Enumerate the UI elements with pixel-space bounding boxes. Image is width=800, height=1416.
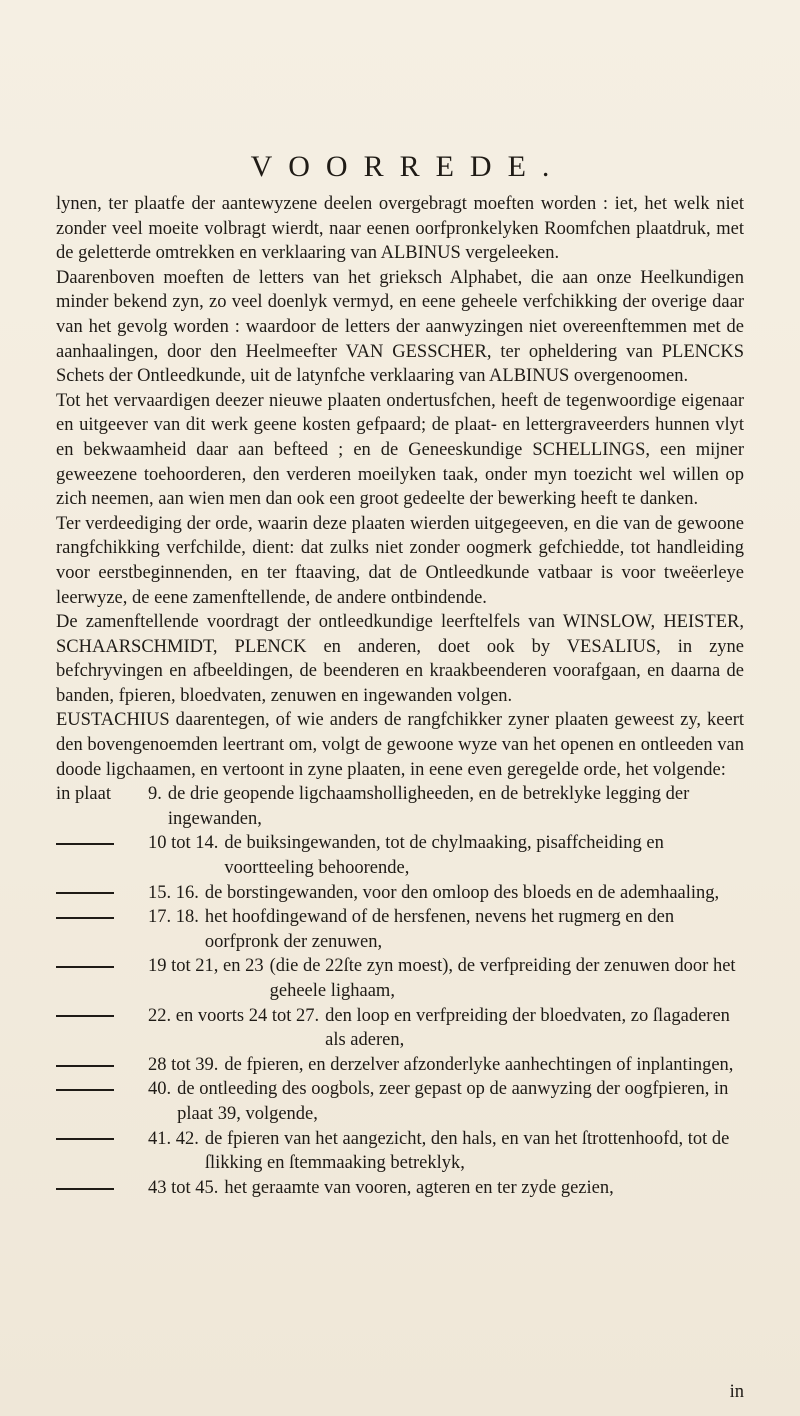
plate-number: 15. 16. xyxy=(148,882,199,903)
paragraph-5: De zamenftellende voordragt der ontleedkundige leerftelfels van WINSLOW, HEISTER, SCHAARSCHMIDT, PLENCK en anderen, doet ook by VESALIUS, in zyne befchryvingen en afbeeldingen, de beenderen en kraakbeenderen voorafgaan, en daarna de banden, fpieren, bloedvaten, zenuwen en ingewanden volgen. xyxy=(56,612,744,706)
plate-list xyxy=(56,782,744,1200)
plate-description: de buiksingewanden, tot de chylmaaking, pisaffcheiding en voortteeling behoorende, xyxy=(224,833,664,879)
list-item xyxy=(56,1176,744,1201)
plate-number: 9. xyxy=(148,784,162,805)
plate-description: het hoofdingewand of de hersfenen, nevens het rugmerg en den oorfpronk der zenuwen, xyxy=(204,907,675,952)
paragraph-2: Daarenboven moeften de letters van het grieksch Alphabet, die aan onze Heelkundigen minder bekend zyn, zo veel doenlyk vermyd, en eene geheele verfchikking der overige daar van het gevolg worden : waardoor de letters der aanwyzingen niet overeenftemmen met de aanhaalingen, door den Heelmeefter VAN GESSCHER, ter opheldering van PLENCKS Schets der Ontleedkunde, uit de latynfche verklaaring van ALBINUS overgenoomen. xyxy=(56,267,744,387)
catchword: in xyxy=(729,1382,744,1402)
plate-description: het geraamte van vooren, agteren en ter zyde gezien, xyxy=(224,1177,614,1198)
ditto-dash xyxy=(56,831,148,856)
ditto-dash xyxy=(56,1077,148,1102)
ditto-dash xyxy=(56,1176,148,1201)
page-header: VOORREDE. xyxy=(250,150,566,183)
plate-description: de fpieren van het aangezicht, den hals, en van het ſtrottenhoofd, tot de ſlikking en ſtemmaaking betreklyk, xyxy=(204,1128,730,1174)
list-item xyxy=(56,1127,744,1176)
list-item xyxy=(56,1077,744,1126)
list-item xyxy=(56,954,744,1003)
ditto-dash xyxy=(56,1004,148,1029)
list-lead: in plaat xyxy=(56,784,111,805)
body-text xyxy=(56,192,744,1200)
ditto-dash xyxy=(56,1053,148,1078)
ditto-dash xyxy=(56,1127,148,1152)
plate-description: den loop en verfpreiding der bloedvaten, zo ſlagaderen als aderen, xyxy=(325,1005,730,1051)
list-item xyxy=(56,881,744,906)
plate-description: de borstingewanden, voor den omloop des bloeds en de ademhaaling, xyxy=(204,882,720,903)
plate-description: (die de 22ſte zyn moest), de verfpreiding der zenuwen door het geheele lighaam, xyxy=(269,956,736,1001)
plate-description: de drie geopende ligchaamsholligheeden, en de betreklyke legging der ingewanden, xyxy=(167,784,690,829)
plate-number: 40. xyxy=(148,1079,172,1100)
list-item xyxy=(56,905,744,954)
ditto-dash xyxy=(56,954,148,979)
ditto-dash xyxy=(56,881,148,906)
list-item xyxy=(56,831,744,880)
paragraph-6: EUSTACHIUS daarentegen, of wie anders de rangfchikker zyner plaaten geweest zy, keert den bovengenoemden leertrant om, volgt de gewoone wyze van het openen en ontleeden van doode ligchaamen, en vertoont in zyne plaaten, in eene even geregelde orde, het volgende: xyxy=(56,710,744,780)
paragraph-3: Tot het vervaardigen deezer nieuwe plaaten ondertusfchen, heeft de tegenwoordige eigenaar en uitgeever van dit werk geene kosten gefpaard; de plaat- en lettergraveerders hunnen vlyt en bekwaamheid daar aan befteed ; en de Geneeskundige SCHELLINGS, een mijner geweezene toehoorderen, den verderen moeilyken taak, onder myn toezicht wel willen op zich neemen, aan wien men dan ook een groot gedeelte der bewerking heeft te danken. xyxy=(56,390,744,510)
list-item xyxy=(56,1053,744,1078)
plate-number: 17. 18. xyxy=(148,907,199,928)
plate-number: 10 tot 14. xyxy=(148,833,219,854)
paragraph-1: lynen, ter plaatfe der aantewyzene deelen overgebragt moeften worden : iet, het welk niet zonder veel moeite volbragt wierdt, naar eenen oorfpronkelyken Roomfchen plaatdruk, met de geletterde omtrekken en verklaaring van ALBINUS vergeleeken. xyxy=(56,194,744,264)
plate-number: 41. 42. xyxy=(148,1128,199,1149)
plate-number: 22. en voorts 24 tot 27. xyxy=(148,1005,320,1026)
list-item xyxy=(56,1004,744,1053)
plate-number: 28 tot 39. xyxy=(148,1054,219,1075)
plate-description: de fpieren, en derzelver afzonderlyke aanhechtingen of inplantingen, xyxy=(224,1054,734,1075)
paragraph-4: Ter verdeediging der orde, waarin deze plaaten wierden uitgegeeven, en die van de gewoone rangfchikking verfchilde, dient: dat zulks niet zonder oogmerk gefchiedde, tot handleiding voor eerstbeginnenden, en ter ftaaving, dat de Ontleedkunde vatbaar is voor tweëerleye leerwyze, de eene zamenftellende, de andere ontbindende. xyxy=(56,513,744,608)
list-item xyxy=(56,782,744,831)
ditto-dash xyxy=(56,905,148,930)
plate-number: 43 tot 45. xyxy=(148,1177,219,1198)
plate-description: de ontleeding des oogbols, zeer gepast op de aanwyzing der oogfpieren, in plaat 39, volgende, xyxy=(177,1079,729,1124)
plate-number: 19 tot 21, en 23 xyxy=(148,956,264,977)
